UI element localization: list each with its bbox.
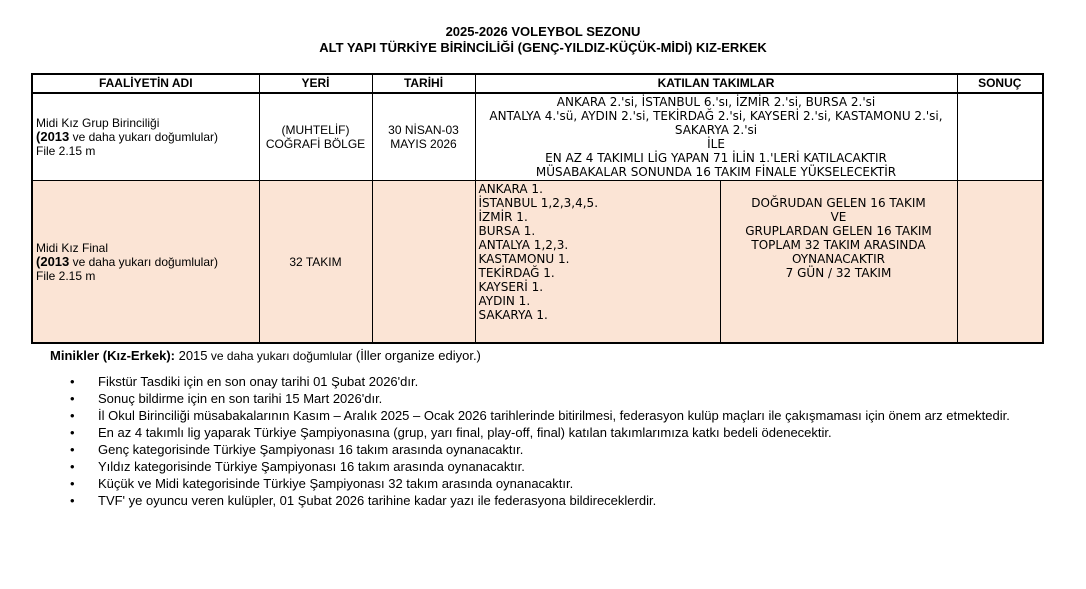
table-header-row [32,74,1043,93]
schedule-table [31,73,1044,344]
list-item: • Yıldız kategorisinde Türkiye Şampiyonası 16 takım arasında oynanacaktır. [98,458,1040,475]
list-item: • En az 4 takımlı lig yaparak Türkiye Şampiyonasına (grup, yarı final, play-off, final) katılan takımlarımıza katkı bedeli ödenecektir. [98,424,1040,441]
col-header-teams: KATILAN TAKIMLAR [475,74,957,93]
list-item: • TVF' ye oyuncu veren kulüpler, 01 Şubat 2026 tarihine kadar yazı ile federasyona bildireceklerdir. [98,492,1040,509]
list-item: • Fikstür Tasdiki için en son onay tarihi 01 Şubat 2026'dır. [98,373,1040,390]
list-item: • Genç kategorisinde Türkiye Şampiyonası 16 takım arasında oynanacaktır. [98,441,1040,458]
col-header-place: YERİ [259,74,372,93]
activity-name: Midi Kız Grup Birinciliği [36,116,160,130]
teams-cell: ANKARA 2.'si, İSTANBUL 6.'sı, İZMİR 2.'si, BURSA 2.'si ANTALYA 4.'sü, AYDIN 2.'si, TEKİRDAĞ 2.'si, KAYSERİ 2.'si, KASTAMONU 2.'si, SAKARYA 2.'si İLE EN AZ 4 TAKIMLI LİG YAPAN 71 İLİN 1.'LERİ KATILACAKTIR MÜSABAKALAR SONUNDA 16 TAKIM FİNALE YÜKSELECEKTİR [475,93,957,181]
list-item: İSTANBUL 1,2,3,4,5. [478,196,599,210]
date-cell [372,181,475,344]
date-cell: 30 NİSAN-03 MAYIS 2026 [372,93,475,181]
notes-list [50,373,1040,509]
list-item: BURSA 1. [478,224,536,238]
result-cell [957,181,1043,344]
list-item: SAKARYA 1. [478,308,548,322]
list-item: • İl Okul Birinciliği müsabakalarının Kasım – Aralık 2025 – Ocak 2026 tarihlerinde bitirilmesi, federasyon kulüp maçları ile çakışmaması için önem arz etmektedir. [98,407,1040,424]
activity-cell [32,181,259,344]
list-item: İZMİR 1. [478,210,528,224]
teams-list-cell [475,181,720,344]
place-cell: (MUHTELİF) COĞRAFİ BÖLGE [259,93,372,181]
activity-cell [32,93,259,181]
col-header-result: SONUÇ [957,74,1043,93]
activity-name: Midi Kız Final [36,240,109,255]
list-item: ANTALYA 1,2,3. [478,238,569,252]
list-item: KASTAMONU 1. [478,252,570,266]
place-cell: 32 TAKIM [259,181,372,344]
document-subtitle: ALT YAPI TÜRKİYE BİRİNCİLİĞİ (GENÇ-YILDIZ-KÜÇÜK-MİDİ) KIZ-ERKEK [319,40,767,55]
list-item: ANKARA 1. [478,182,543,196]
activity-net-height: File 2.15 m [36,268,96,283]
table-row [32,93,1043,181]
activity-age: (2013 ve daha yukarı doğumlular) [36,129,219,144]
result-cell [957,93,1043,181]
activity-net-height: File 2.15 m [36,144,96,158]
teams-note-cell: DOĞRUDAN GELEN 16 TAKIM VE GRUPLARDAN GELEN 16 TAKIM TOPLAM 32 TAKIM ARASINDA OYNANACAKTIR 7 GÜN / 32 TAKIM [720,181,957,344]
list-item: • Küçük ve Midi kategorisinde Türkiye Şampiyonası 32 takım arasında oynanacaktır. [98,475,1040,492]
activity-age: (2013 ve daha yukarı doğumlular) [36,253,219,269]
document-title: 2025-2026 VOLEYBOL SEZONU [445,24,641,39]
list-item: • Sonuç bildirme için en son tarihi 15 Mart 2026'dır. [98,390,1040,407]
minikler-note: Minikler (Kız-Erkek): 2015 ve daha yukarı doğumlular (İller organize ediyor.) [50,348,481,363]
col-header-activity: FAALİYETİN ADI [32,74,259,93]
col-header-date: TARİHİ [372,74,475,93]
list-item: KAYSERİ 1. [478,280,544,294]
table-row [32,181,1043,344]
list-item: AYDIN 1. [478,294,531,308]
list-item: TEKİRDAĞ 1. [478,266,555,280]
